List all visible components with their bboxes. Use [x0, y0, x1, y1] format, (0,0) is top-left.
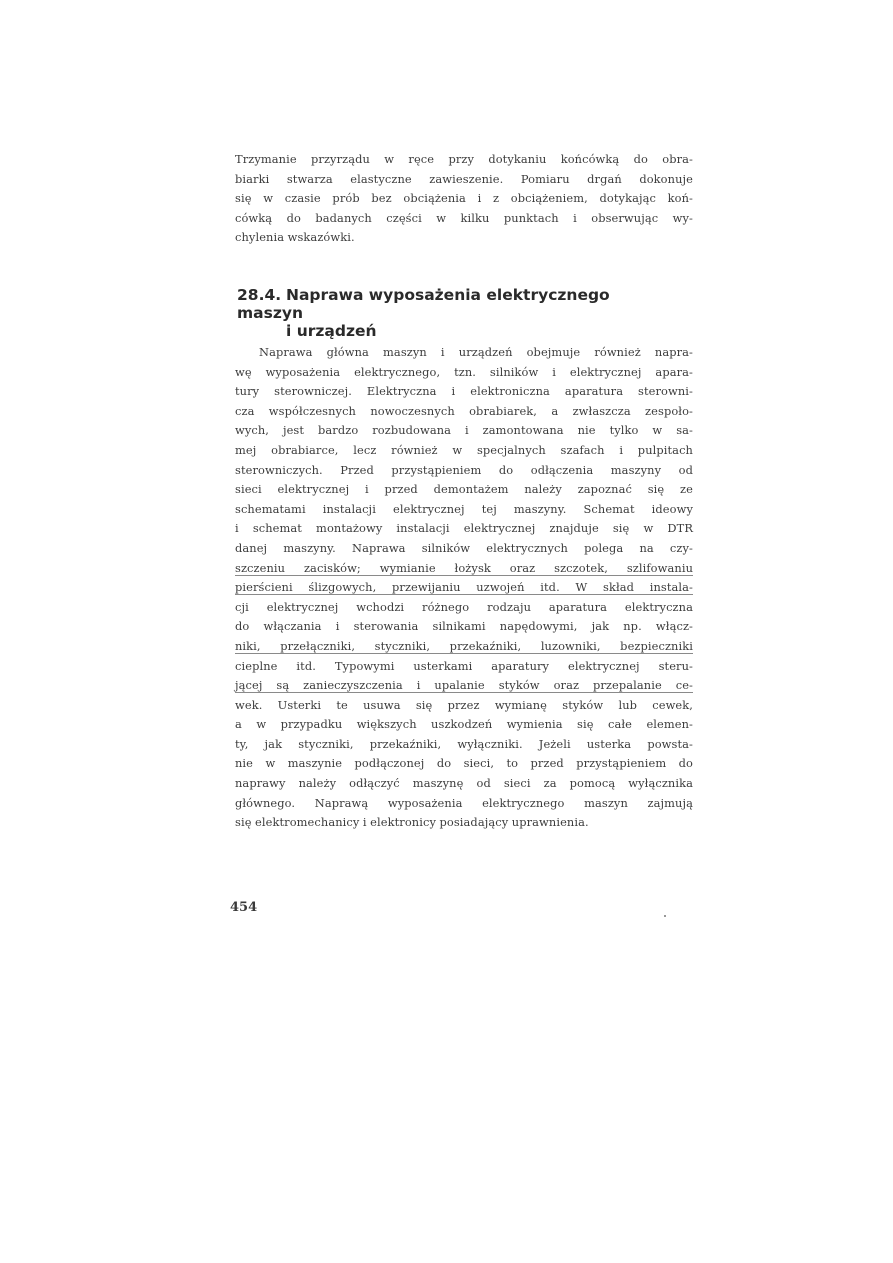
text-line: cówką do badanych części w kilku punktach i obserwując wy-: [235, 210, 693, 225]
text-line: do włączania i sterowania silnikami napędowymi, jak np. włącz-: [235, 619, 693, 634]
text-line: się w czasie prób bez obciążenia i z obciążeniem, dotykając koń-: [235, 191, 693, 206]
section-heading: [237, 286, 657, 340]
section-title-line2: i urządzeń: [286, 322, 377, 340]
page-number: 454: [230, 900, 258, 915]
intro-paragraph: [235, 150, 693, 248]
text-line: Trzymanie przyrządu w ręce przy dotykaniu końcówką do obra-: [235, 152, 693, 166]
text-line: wę wyposażenia elektrycznego, tzn. silników i elektrycznej apara-: [235, 364, 693, 379]
text-line: sieci elektrycznej i przed demontażem należy zapoznać się ze: [235, 482, 693, 497]
text-line: ty, jak styczniki, przekaźniki, wyłączniki. Jeżeli usterka powsta-: [235, 736, 693, 751]
text-line: sterowniczych. Przed przystąpieniem do odłączenia maszyny od: [235, 462, 693, 477]
text-line: chylenia wskazówki.: [235, 230, 355, 245]
text-line: i schemat montażowy instalacji elektrycznej znajduje się w DTR: [235, 521, 693, 536]
text-line: mej obrabiarce, lecz również w specjalnych szafach i pulpitach: [235, 442, 693, 457]
text-line: schematami instalacji elektrycznej tej maszyny. Schemat ideowy: [235, 501, 693, 516]
section-title-line1: Naprawa wyposażenia elektrycznego maszyn: [237, 286, 610, 322]
text-line: cji elektrycznej wchodzi różnego rodzaju aparatura elektryczna: [235, 599, 693, 614]
body-paragraph: [235, 343, 693, 833]
text-line: wych, jest bardzo rozbudowana i zamontowana nie tylko w sa-: [235, 423, 693, 438]
text-line-underlined: szczeniu zacisków; wymianie łożysk oraz szczotek, szlifowaniu: [235, 560, 693, 575]
text-line-underlined: niki, przełączniki, styczniki, przekaźniki, luzowniki, bezpieczniki: [235, 638, 693, 653]
text-line: się elektromechanicy i elektronicy posiadający uprawnienia.: [235, 815, 589, 830]
text-line: cieplne itd. Typowymi usterkami aparatury elektrycznej steru-: [235, 658, 693, 673]
text-line-underlined: pierścieni ślizgowych, przewijaniu uzwojeń itd. W skład instala-: [235, 580, 693, 595]
text-line: nie w maszynie podłączonej do sieci, to przed przystąpieniem do: [235, 756, 693, 771]
text-line: cza współczesnych nowoczesnych obrabiarek, a zwłaszcza zespoło-: [235, 403, 693, 418]
text-line: biarki stwarza elastyczne zawieszenie. Pomiaru drgań dokonuje: [235, 171, 693, 186]
text-line: tury sterowniczej. Elektryczna i elektroniczna aparatura sterowni-: [235, 384, 693, 399]
text-line: naprawy należy odłączyć maszynę od sieci za pomocą wyłącznika: [235, 776, 693, 791]
text-line: a w przypadku większych uszkodzeń wymienia się całe elemen-: [235, 717, 693, 732]
scan-speck: [664, 915, 666, 917]
text-line: danej maszyny. Naprawa silników elektrycznych polega na czy-: [235, 540, 693, 555]
text-line: Naprawa główna maszyn i urządzeń obejmuje również napra-: [259, 345, 693, 359]
text-line: głównego. Naprawą wyposażenia elektrycznego maszyn zajmują: [235, 795, 693, 810]
text-line-underlined: jącej są zanieczyszczenia i upalanie styków oraz przepalanie ce-: [235, 678, 693, 693]
text-line: wek. Usterki te usuwa się przez wymianę styków lub cewek,: [235, 697, 693, 712]
section-number: 28.4.: [237, 286, 282, 304]
